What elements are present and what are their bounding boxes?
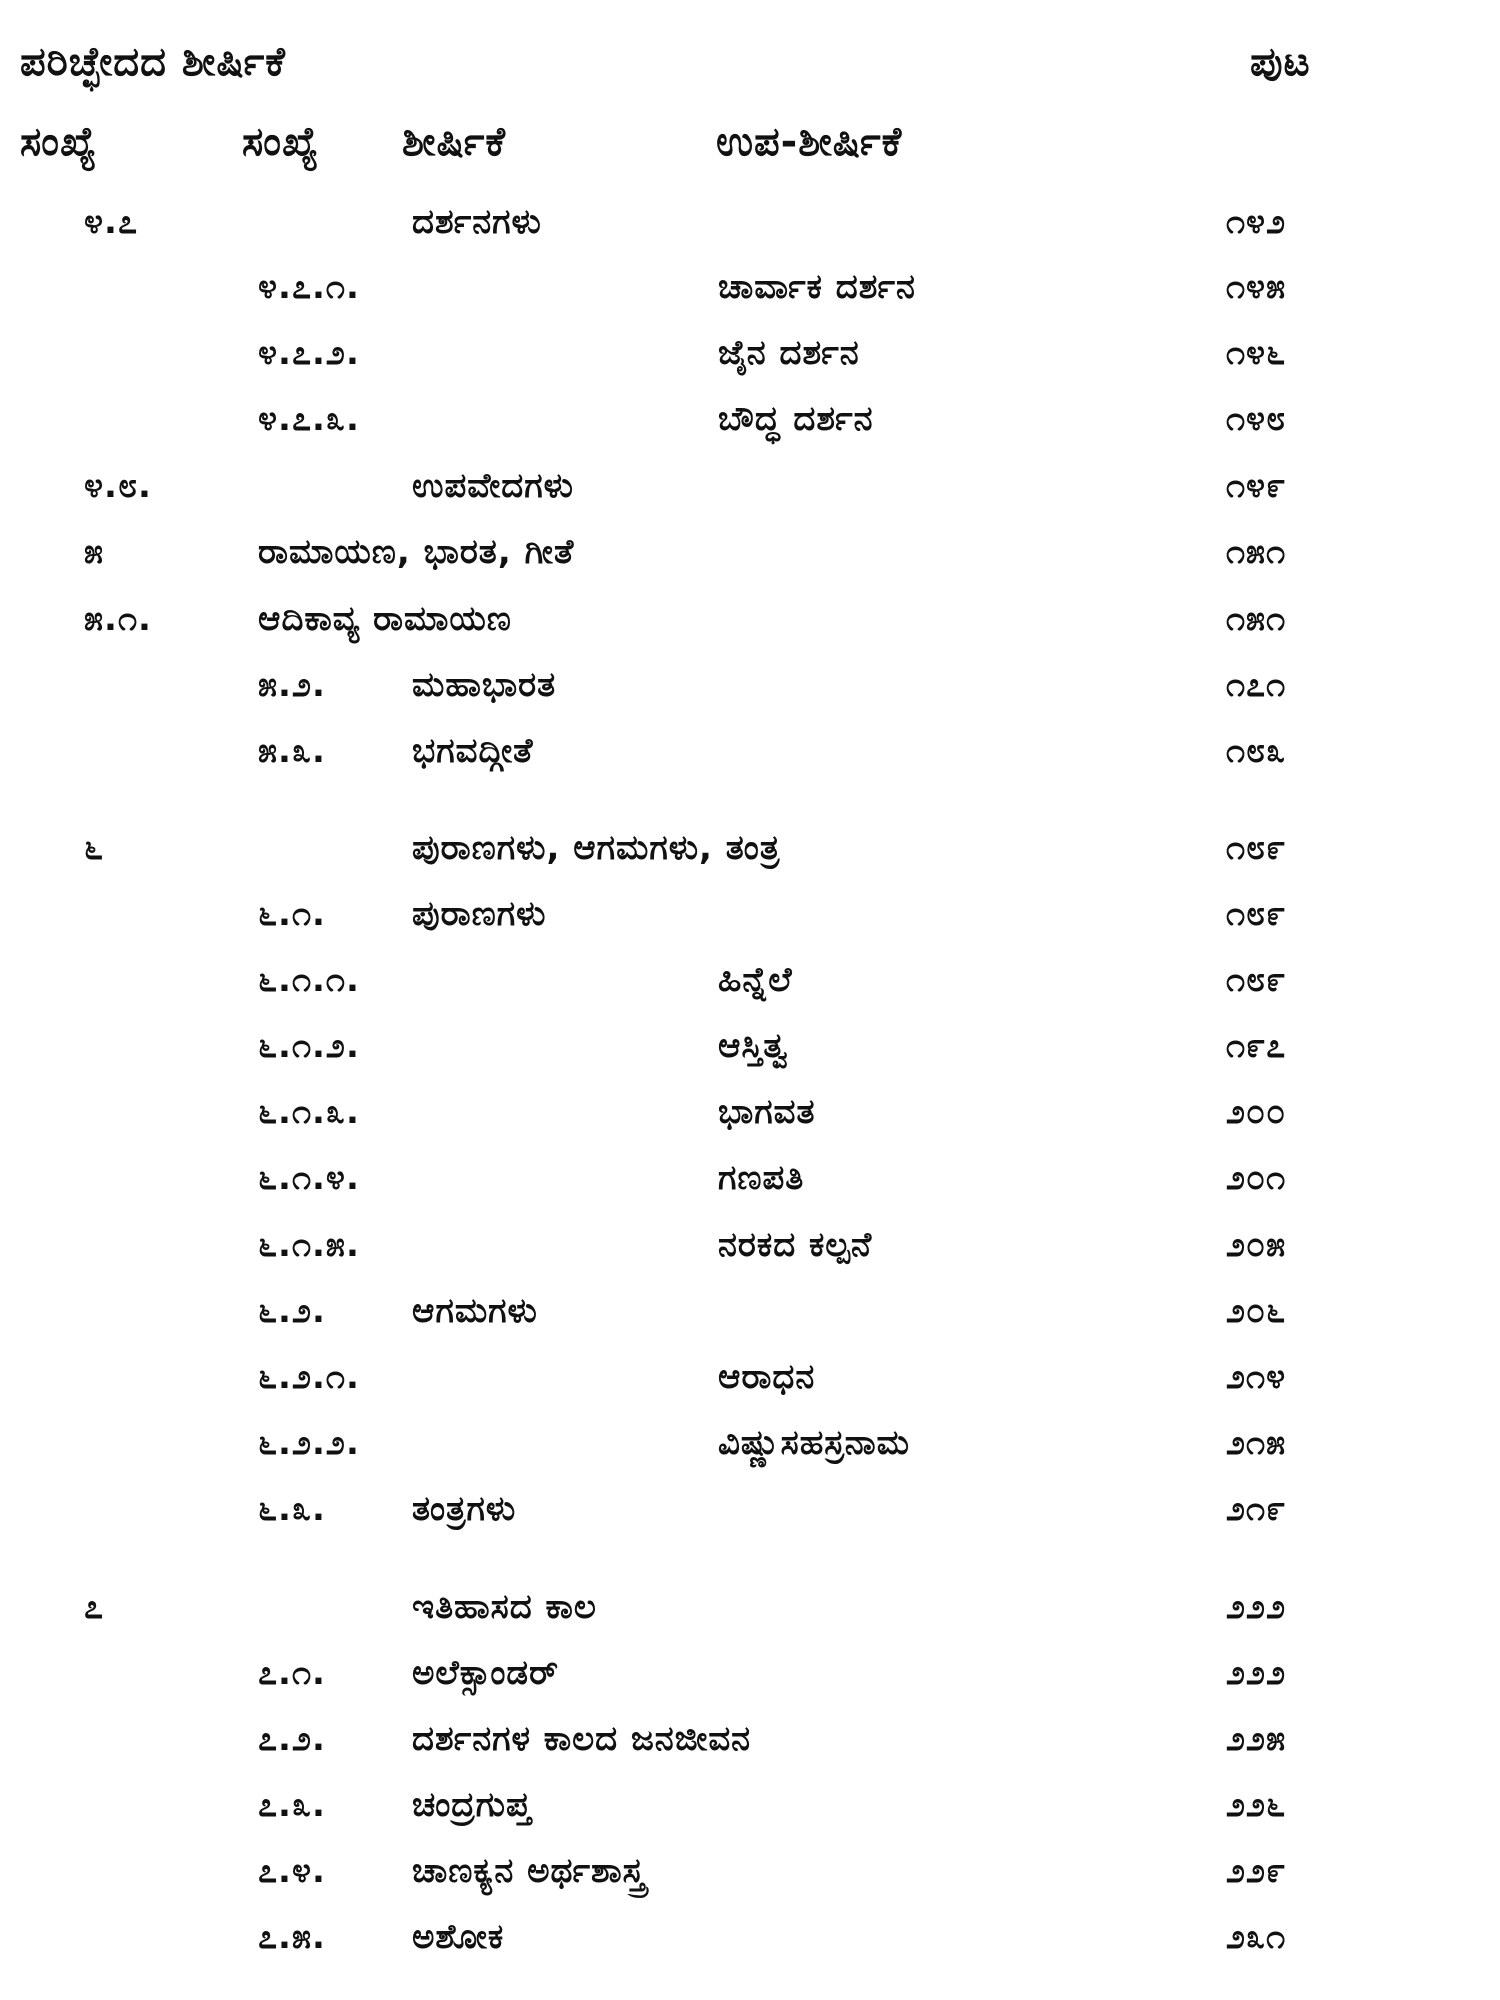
- page-number: ೨೨೨: [1226, 1587, 1287, 1627]
- toc-row: [0, 1352, 1500, 1402]
- page-number: ೧೮೯: [1226, 828, 1287, 868]
- chapter-number: ೪.೭: [84, 202, 138, 242]
- entry-title: ಅಶೋಕ: [412, 1917, 505, 1957]
- page-header: ಪುಟ: [1250, 39, 1311, 85]
- page-number: ೧೯೭: [1226, 1026, 1287, 1066]
- section-number: ೬.೧.೨.: [258, 1026, 360, 1066]
- entry-subtitle: ನರಕದ ಕಲ್ಪನೆ: [718, 1225, 873, 1265]
- section-number: ೫.೩.: [258, 731, 326, 771]
- toc-row: [0, 527, 1500, 577]
- toc-row: [0, 1484, 1500, 1534]
- entry-subtitle: ಚಾರ್ವಾಕ ದರ್ಶನ: [718, 267, 916, 307]
- toc-row: [0, 1780, 1500, 1830]
- page-number: ೧೫೧: [1226, 532, 1287, 572]
- section-number: ೬.೨.: [258, 1291, 326, 1331]
- chapter-title-header: ಪರಿಚ್ಛೇದದ ಶೀರ್ಷಿಕೆ: [20, 39, 286, 85]
- section-number-header: ಸಂಖ್ಯೆ: [242, 119, 320, 165]
- chapter-number: ೫: [84, 532, 105, 572]
- toc-row: [0, 1087, 1500, 1137]
- page-number: ೧೫೧: [1226, 599, 1287, 639]
- entry-title: ಪುರಾಣಗಳು, ಆಗಮಗಳು, ತಂತ್ರ: [412, 828, 781, 868]
- page-number: ೨೨೫: [1226, 1719, 1287, 1759]
- entry-subtitle: ಆರಾಧನ: [718, 1357, 816, 1397]
- toc-row: [0, 1582, 1500, 1632]
- section-number: ೭.೨.: [258, 1719, 326, 1759]
- section-number: ೪.೭.೨.: [258, 333, 360, 373]
- toc-row: [0, 823, 1500, 873]
- toc-row: [0, 1220, 1500, 1270]
- entry-title: ಪುರಾಣಗಳು: [412, 894, 547, 934]
- toc-row: [0, 660, 1500, 710]
- page-number: ೨೦೫: [1226, 1225, 1287, 1265]
- section-number: ರಾಮಾಯಣ, ಭಾರತ, ಗೀತೆ: [258, 532, 575, 572]
- entry-title: ತಂತ್ರಗಳು: [412, 1489, 517, 1529]
- page-number: ೨೨೨: [1226, 1653, 1287, 1693]
- entry-subtitle: ವಿಷ್ಣುಸಹಸ್ರನಾಮ: [718, 1423, 910, 1463]
- entry-subtitle: ಹಿನ್ನೆಲೆ: [718, 960, 793, 1000]
- toc-row: [0, 955, 1500, 1005]
- number-header: ಸಂಖ್ಯೆ: [20, 119, 98, 165]
- toc-row: [0, 197, 1500, 247]
- entry-subtitle: ಗಣಪತಿ: [718, 1158, 805, 1198]
- toc-row: [0, 726, 1500, 776]
- entry-title: ಚಾಣಕ್ಯನ ಅರ್ಥಶಾಸ್ತ್ರ: [412, 1851, 646, 1891]
- toc-row: [0, 889, 1500, 939]
- entry-subtitle: ಆಸ್ತಿತ್ವ: [718, 1026, 789, 1066]
- toc-row: [0, 1846, 1500, 1896]
- chapter-number: ೬: [84, 828, 105, 868]
- page-number: ೧೪೫: [1226, 267, 1287, 307]
- section-number: ೭.೩.: [258, 1785, 326, 1825]
- section-number: ೫.೨.: [258, 665, 326, 705]
- toc-row: [0, 1714, 1500, 1764]
- page-number: ೧೭೧: [1226, 665, 1287, 705]
- title-header: ಶೀರ್ಷಿಕೆ: [402, 119, 506, 165]
- toc-row: [0, 262, 1500, 312]
- chapter-number: ೭: [84, 1587, 105, 1627]
- toc-row: [0, 1418, 1500, 1468]
- entry-title: ಚಂದ್ರಗುಪ್ತ: [412, 1785, 532, 1825]
- toc-row: [0, 461, 1500, 511]
- section-number: ೪.೭.೧.: [258, 267, 360, 307]
- page-number: ೧೮೯: [1226, 960, 1287, 1000]
- subtitle-header: ಉಪ-ಶೀರ್ಷಿಕೆ: [716, 119, 903, 165]
- entry-title: ದರ್ಶನಗಳ ಕಾಲದ ಜನಜೀವನ: [412, 1719, 752, 1759]
- section-number: ೬.೧.೩.: [258, 1092, 360, 1132]
- section-number: ಆದಿಕಾವ್ಯ ರಾಮಾಯಣ: [258, 599, 512, 639]
- toc-row: [0, 1648, 1500, 1698]
- page-number: ೨೧೯: [1226, 1489, 1287, 1529]
- toc-row: [0, 328, 1500, 378]
- entry-subtitle: ಭಾಗವತ: [718, 1092, 816, 1132]
- section-number: ೭.೪.: [258, 1851, 326, 1891]
- section-number: ೬.೧.೧.: [258, 960, 360, 1000]
- page-number: ೨೦೦: [1226, 1092, 1287, 1132]
- entry-title: ಮಹಾಭಾರತ: [412, 665, 557, 705]
- entry-title: ದರ್ಶನಗಳು: [412, 202, 542, 242]
- toc-row: [0, 594, 1500, 644]
- entry-title: ಇತಿಹಾಸದ ಕಾಲ: [412, 1587, 597, 1627]
- section-number: ೭.೫.: [258, 1917, 326, 1957]
- page-number: ೧೪೬: [1226, 333, 1287, 373]
- toc-row: [0, 1286, 1500, 1336]
- entry-title: ಉಪವೇದಗಳು: [412, 466, 574, 506]
- entry-title: ಭಗವದ್ಗೀತೆ: [412, 731, 534, 771]
- page-number: ೧೪೨: [1226, 202, 1287, 242]
- page-number: ೧೪೮: [1226, 399, 1287, 439]
- section-number: ೬.೨.೧.: [258, 1357, 360, 1397]
- page-number: ೨೧೪: [1226, 1357, 1287, 1397]
- entry-subtitle: ಬೌದ್ಧ ದರ್ಶನ: [718, 399, 874, 439]
- chapter-number: ೫.೧.: [84, 599, 152, 639]
- page-number: ೨೧೫: [1226, 1423, 1287, 1463]
- section-number: ೭.೧.: [258, 1653, 326, 1693]
- section-number: ೬.೩.: [258, 1489, 326, 1529]
- page-number: ೧೮೯: [1226, 894, 1287, 934]
- page-number: ೨೨೬: [1226, 1785, 1287, 1825]
- toc-row: [0, 1021, 1500, 1071]
- page-number: ೨೩೧: [1226, 1917, 1287, 1957]
- section-number: ೬.೨.೨.: [258, 1423, 360, 1463]
- section-number: ೪.೭.೩.: [258, 399, 360, 439]
- page-number: ೨೦೧: [1226, 1158, 1287, 1198]
- entry-subtitle: ಜೈನ ದರ್ಶನ: [718, 333, 860, 373]
- chapter-number: ೪.೮.: [84, 466, 152, 506]
- page-number: ೧೮೩: [1226, 731, 1287, 771]
- page-number: ೧೪೯: [1226, 466, 1287, 506]
- page-number: ೨೦೬: [1226, 1291, 1287, 1331]
- entry-title: ಅಲೆಕ್ಸಾಂಡರ್: [412, 1653, 560, 1693]
- toc-row: [0, 1153, 1500, 1203]
- section-number: ೬.೧.೫.: [258, 1225, 360, 1265]
- section-number: ೬.೧.: [258, 894, 326, 934]
- section-number: ೬.೧.೪.: [258, 1158, 360, 1198]
- entry-title: ಆಗಮಗಳು: [412, 1291, 538, 1331]
- toc-row: [0, 394, 1500, 444]
- page-number: ೨೨೯: [1226, 1851, 1287, 1891]
- toc-row: [0, 1912, 1500, 1962]
